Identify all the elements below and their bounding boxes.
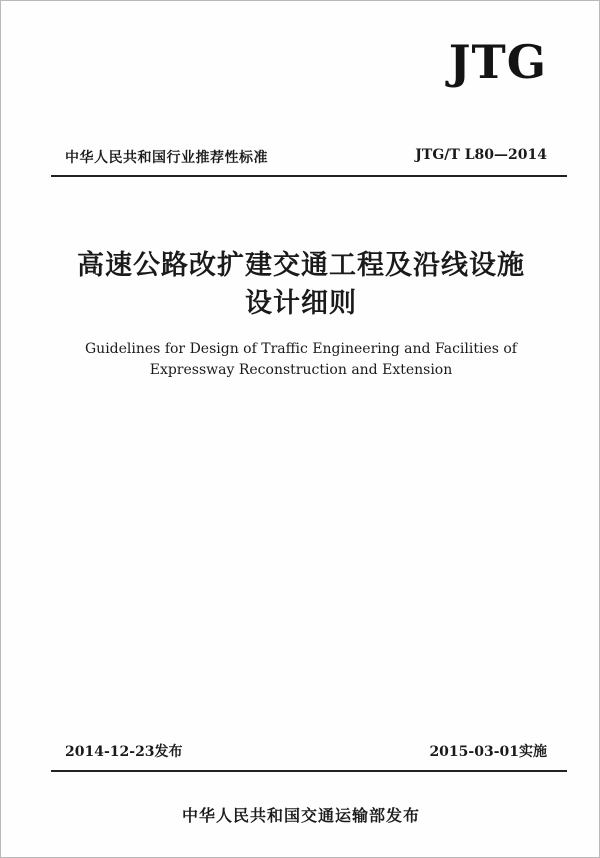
title-chinese-line-1: 高速公路改扩建交通工程及沿线设施: [77, 250, 525, 281]
title-english-line-1: Guidelines for Design of Traffic Engineering and Facilities of: [85, 341, 517, 357]
header-divider: [51, 175, 567, 177]
standard-code: JTG/T L80—2014: [415, 147, 547, 163]
issue-date: 2014-12-23发布: [65, 744, 183, 760]
jtg-logo: JTG: [448, 35, 547, 89]
title-english: [1, 339, 600, 381]
implementation-date: 2015-03-01实施: [429, 744, 547, 760]
footer-divider: [51, 770, 567, 772]
title-english-line-2: Expressway Reconstruction and Extension: [149, 362, 453, 378]
title-chinese-line-2: 设计细则: [245, 288, 357, 319]
publisher: 中华人民共和国交通运输部发布: [181, 806, 420, 825]
title-chinese: [1, 247, 600, 323]
standard-classification: 中华人民共和国行业推荐性标准: [65, 150, 268, 166]
